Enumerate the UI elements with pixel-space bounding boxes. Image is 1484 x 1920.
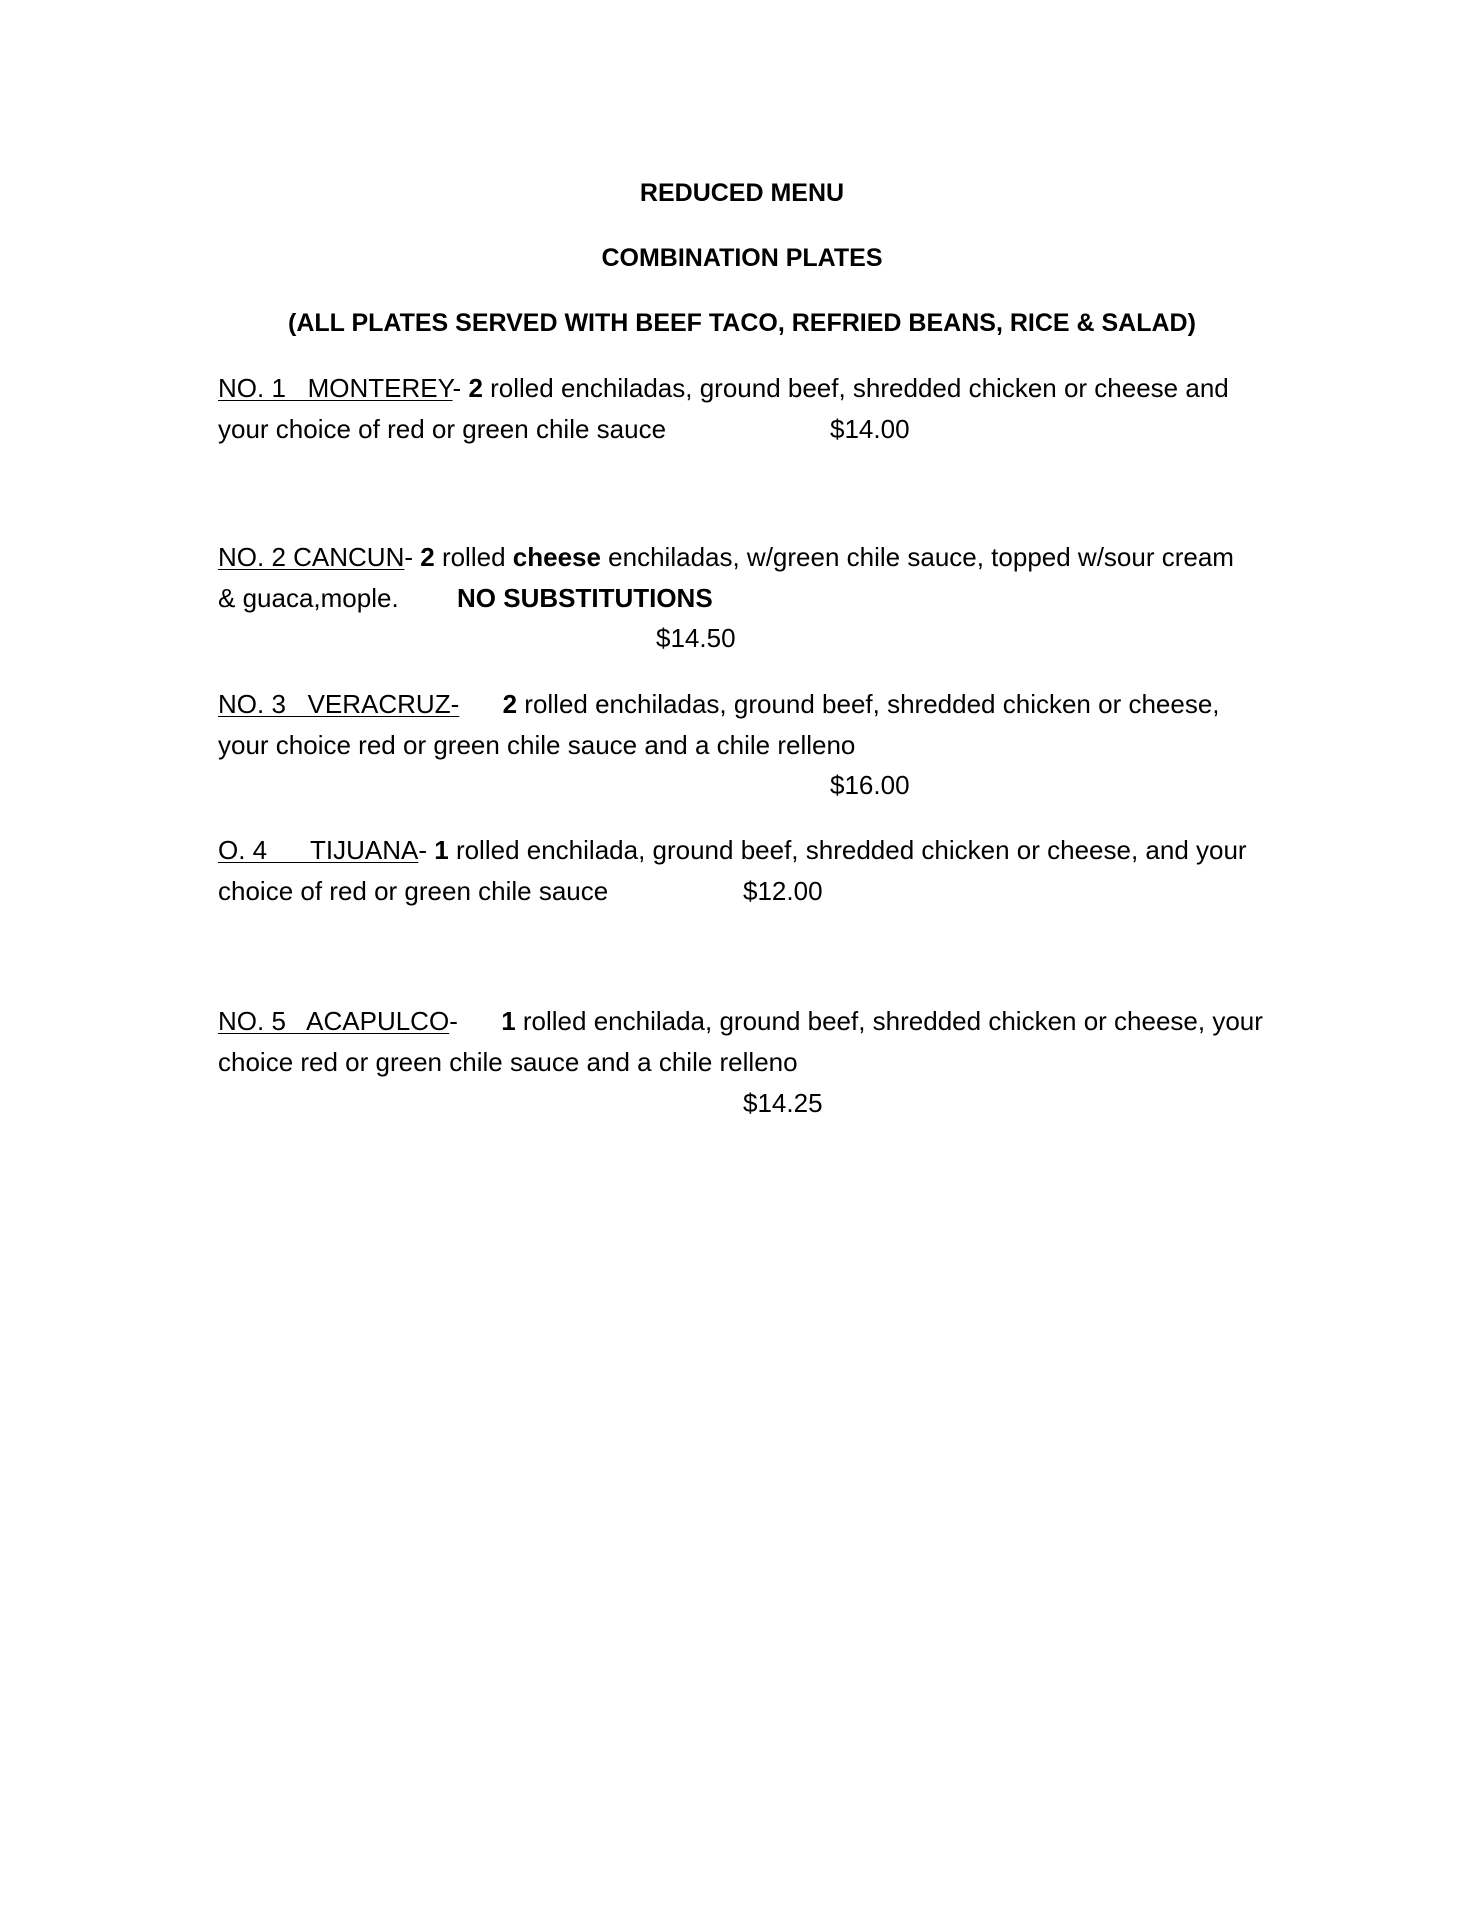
menu-item-4-count: 1 [434,835,449,865]
menu-item-4-dash: - [418,835,435,865]
menu-item-1-line-1 [218,372,1229,404]
menu-item-4-desc: rolled enchilada, ground beef, shredded chicken or cheese, and your [448,835,1247,865]
menu-item-2-name: NO. 2 CANCUN [218,542,405,572]
menu-item-5-count: 1 [501,1006,516,1036]
menu-item-3-price: $16.00 [830,770,910,800]
menu-note: (ALL PLATES SERVED WITH BEEF TACO, REFRIED BEANS, RICE & SALAD) [288,309,1196,337]
menu-item-1-dash: - [452,373,469,403]
menu-item-3-line-2: your choice red or green chile sauce and a chile relleno [218,730,856,760]
menu-item-1-name: NO. 1 MONTEREY [218,373,453,403]
menu-item-2-line-1 [218,541,1234,573]
menu-item-5-line-1 [218,1005,1263,1037]
menu-item-4-line-2: choice of red or green chile sauce [218,876,609,906]
menu-item-1-line-2: your choice of red or green chile sauce [218,414,667,444]
menu-item-1-count: 2 [468,373,483,403]
menu-item-2-line-2: & guaca,mople. [218,583,399,613]
menu-item-2-desc: enchiladas, w/green chile sauce, topped w/sour cream [600,542,1234,572]
menu-item-4-name: O. 4 TIJUANA [218,835,419,865]
menu-item-5-desc: rolled enchilada, ground beef, shredded chicken or cheese, your [515,1006,1263,1036]
menu-item-2-price: $14.50 [656,623,736,653]
menu-subtitle: COMBINATION PLATES [601,244,883,272]
menu-item-1-price: $14.00 [830,414,910,444]
menu-item-2-notice: NO SUBSTITUTIONS [457,583,713,613]
menu-item-2-bold-word: cheese [512,542,601,572]
menu-item-2-count: 2 [420,542,435,572]
menu-item-2-dash: - [404,542,421,572]
menu-item-4-price: $12.00 [743,876,823,906]
menu-item-5-line-2: choice red or green chile sauce and a chile relleno [218,1047,798,1077]
menu-item-5-dash: - [449,1006,502,1036]
menu-item-3-dash [459,689,502,719]
menu-item-3-count: 2 [502,689,518,719]
menu-item-3-name: NO. 3 VERACRUZ- [218,689,460,719]
menu-item-4-line-1 [218,834,1247,866]
menu-item-5-price: $14.25 [743,1088,823,1118]
menu-item-1-desc: rolled enchiladas, ground beef, shredded chicken or cheese and [482,373,1229,403]
menu-item-3-desc: rolled enchiladas, ground beef, shredded chicken or cheese, [517,689,1220,719]
menu-title: REDUCED MENU [639,179,845,207]
menu-item-5-name: NO. 5 ACAPULCO [218,1006,450,1036]
menu-item-2-mid: rolled [434,542,513,572]
menu-item-3-line-1 [218,688,1220,720]
